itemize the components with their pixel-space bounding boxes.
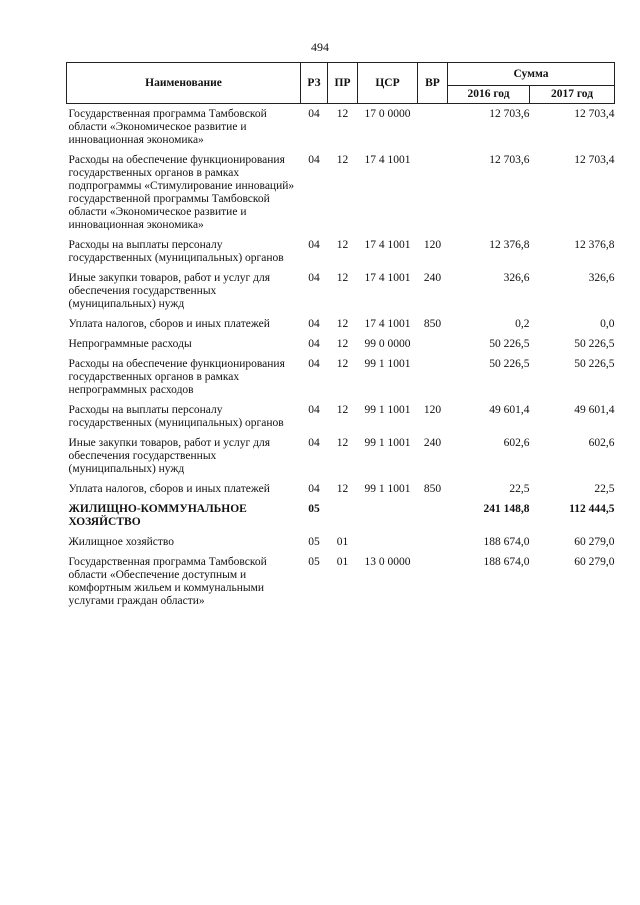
row-name: Расходы на обеспечение функционирования государственных органов в рамках подпрограммы «Стимулирование инноваций» государственной программы Тамбовской области «Экономическое развитие и инновационная экономика» [68, 154, 295, 231]
row-rz: 04 [308, 239, 320, 251]
row-csr: 99 1 1001 [364, 483, 411, 495]
row-csr [358, 503, 418, 536]
row-csr: 99 1 1001 [364, 404, 411, 416]
row-vr [418, 338, 448, 358]
row-vr: 240 [423, 437, 442, 449]
row-csr: 17 0 0000 [364, 108, 411, 120]
row-sum-2017: 112 444,5 [569, 503, 615, 515]
row-csr: 17 4 1001 [364, 239, 411, 251]
row-sum-2017: 12 376,8 [574, 239, 615, 251]
row-pr: 01 [336, 536, 349, 548]
row-csr: 17 4 1001 [364, 318, 411, 330]
row-sum-2016: 326,6 [503, 272, 530, 284]
header-csr: ЦСР [358, 63, 418, 104]
row-vr: 850 [423, 483, 442, 495]
row-pr: 12 [336, 437, 349, 449]
row-name: ЖИЛИЩНО-КОММУНАЛЬНОЕ ХОЗЯЙСТВО [68, 503, 247, 528]
row-rz: 05 [308, 536, 320, 548]
row-vr [418, 556, 448, 615]
row-name: Уплата налогов, сборов и иных платежей [68, 318, 270, 330]
table-row [67, 536, 615, 556]
row-rz: 04 [308, 108, 320, 120]
table-row [67, 338, 615, 358]
row-csr: 17 4 1001 [364, 272, 411, 284]
row-rz: 04 [308, 154, 320, 166]
row-name: Расходы на выплаты персоналу государственных (муниципальных) органов [68, 239, 284, 264]
row-pr: 12 [336, 154, 349, 166]
header-rz: РЗ [301, 63, 328, 104]
row-pr: 12 [336, 358, 349, 370]
row-pr: 12 [336, 318, 349, 330]
row-vr: 240 [423, 272, 442, 284]
row-name: Непрограммные расходы [68, 338, 192, 350]
row-pr: 12 [336, 239, 349, 251]
header-pr: ПР [328, 63, 358, 104]
row-rz: 05 [308, 556, 320, 568]
row-vr: 120 [423, 404, 442, 416]
row-csr: 99 1 1001 [364, 358, 411, 370]
row-vr: 850 [423, 318, 442, 330]
header-name: Наименование [67, 63, 301, 104]
row-sum-2016: 241 148,8 [483, 503, 530, 515]
header-2017: 2017 год [530, 86, 615, 104]
row-sum-2017: 60 279,0 [574, 556, 615, 568]
row-sum-2017: 22,5 [594, 483, 615, 495]
row-vr [418, 104, 448, 155]
row-pr [328, 503, 358, 536]
row-sum-2016: 602,6 [503, 437, 530, 449]
table-row [67, 239, 615, 272]
row-vr [418, 536, 448, 556]
row-rz: 04 [308, 358, 320, 370]
row-name: Жилищное хозяйство [68, 536, 175, 548]
row-name: Расходы на выплаты персоналу государственных (муниципальных) органов [68, 404, 284, 429]
table-row [67, 272, 615, 318]
row-pr: 12 [336, 404, 349, 416]
header-vr: ВР [418, 63, 448, 104]
row-sum-2017: 12 703,4 [574, 154, 615, 166]
budget-table [66, 62, 615, 615]
row-vr: 120 [423, 239, 442, 251]
row-sum-2017: 60 279,0 [574, 536, 615, 548]
table-row [67, 404, 615, 437]
row-vr [418, 358, 448, 404]
row-vr [418, 503, 448, 536]
row-name: Уплата налогов, сборов и иных платежей [68, 483, 270, 495]
table-row [67, 483, 615, 503]
row-csr: 99 0 0000 [364, 338, 411, 350]
row-sum-2016: 49 601,4 [489, 404, 530, 416]
row-sum-2016: 22,5 [509, 483, 530, 495]
row-sum-2016: 50 226,5 [489, 358, 530, 370]
row-pr: 12 [336, 338, 349, 350]
row-sum-2016: 50 226,5 [489, 338, 530, 350]
row-vr [418, 154, 448, 239]
row-pr: 12 [336, 272, 349, 284]
row-pr: 12 [336, 108, 349, 120]
row-csr: 13 0 0000 [364, 556, 411, 568]
row-rz: 04 [308, 272, 320, 284]
row-rz: 04 [308, 338, 320, 350]
row-name: Расходы на обеспечение функционирования государственных органов в рамках непрограммных расходов [68, 358, 285, 396]
row-rz: 04 [308, 318, 320, 330]
row-name: Государственная программа Тамбовской области «Обеспечение доступным и комфортным жильем и коммунальными услугами граждан области» [68, 556, 267, 607]
row-sum-2016: 188 674,0 [483, 556, 530, 568]
row-sum-2017: 602,6 [588, 437, 615, 449]
row-sum-2016: 12 376,8 [489, 239, 530, 251]
row-sum-2016: 188 674,0 [483, 536, 530, 548]
row-rz: 04 [308, 437, 320, 449]
row-csr: 17 4 1001 [364, 154, 411, 166]
table-row [67, 358, 615, 404]
table-row [67, 104, 615, 155]
row-rz: 04 [308, 404, 320, 416]
row-sum-2017: 0,0 [600, 318, 615, 330]
row-rz: 05 [308, 503, 320, 515]
row-name: Иные закупки товаров, работ и услуг для обеспечения государственных (муниципальных) нужд [68, 272, 270, 310]
row-sum-2016: 12 703,6 [489, 108, 530, 120]
row-sum-2017: 326,6 [588, 272, 615, 284]
row-sum-2016: 12 703,6 [489, 154, 530, 166]
row-sum-2017: 50 226,5 [574, 358, 615, 370]
table-row [67, 318, 615, 338]
row-sum-2017: 49 601,4 [574, 404, 615, 416]
table-row [67, 437, 615, 483]
row-rz: 04 [308, 483, 320, 495]
header-2016: 2016 год [448, 86, 530, 104]
row-pr: 01 [336, 556, 349, 568]
row-name: Государственная программа Тамбовской области «Экономическое развитие и инновационная экономика» [68, 108, 267, 146]
row-csr: 99 1 1001 [364, 437, 411, 449]
page-number: 494 [311, 40, 329, 54]
row-pr: 12 [336, 483, 349, 495]
table-row [67, 556, 615, 615]
row-csr [358, 536, 418, 556]
row-name: Иные закупки товаров, работ и услуг для обеспечения государственных (муниципальных) нужд [68, 437, 270, 475]
header-sum: Сумма [448, 63, 615, 86]
table-row [67, 503, 615, 536]
row-sum-2016: 0,2 [515, 318, 530, 330]
row-sum-2017: 12 703,4 [574, 108, 615, 120]
row-sum-2017: 50 226,5 [574, 338, 615, 350]
table-row [67, 154, 615, 239]
